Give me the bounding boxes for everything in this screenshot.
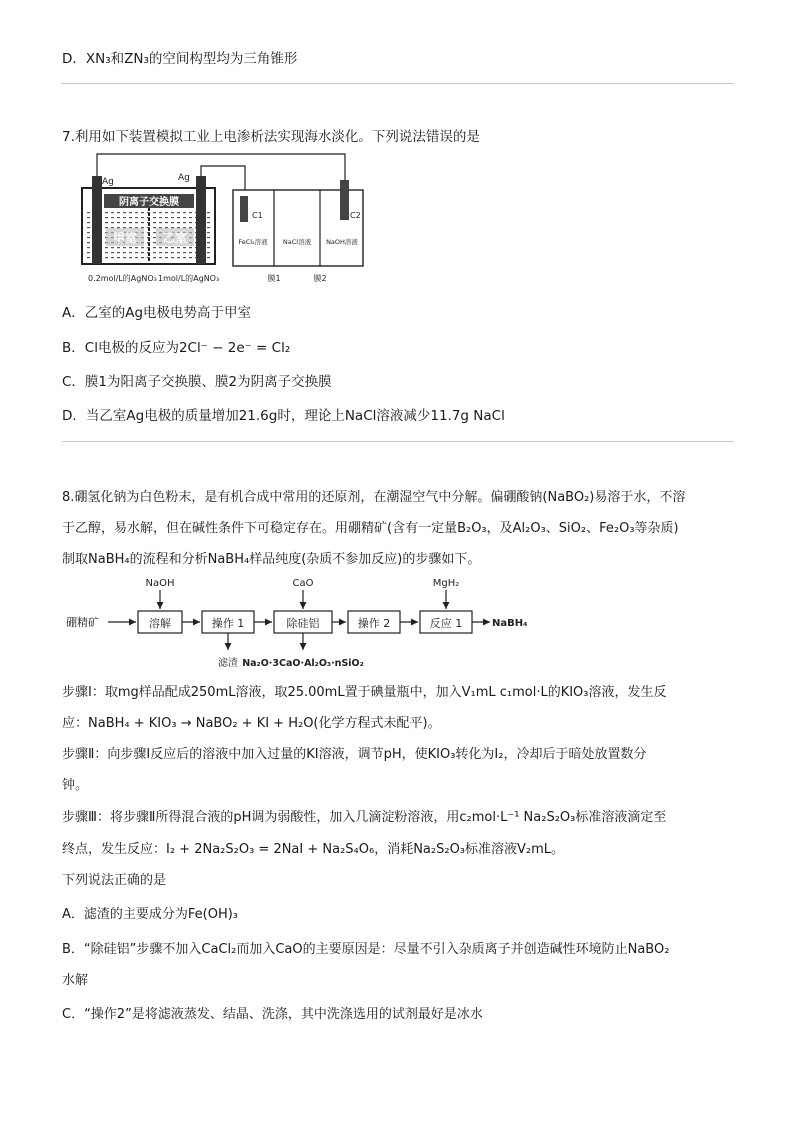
q8-option-a[interactable]: A．滤渣的主要成分为Fe(OH)₃: [62, 907, 239, 922]
cell1-label: FeCl₂溶液: [238, 238, 268, 246]
mem2-label: 膜2: [313, 274, 327, 283]
room-a-label: 甲室: [112, 231, 138, 245]
flow-out-precipitate: Na₂O·3CaO·Al₂O₃·nSiO₂: [242, 658, 364, 669]
process-flowchart: [66, 574, 546, 670]
q8-step3-line2: 终点，发生反应：I₂ + 2Na₂S₂O₃ = 2NaI + Na₂S₄O₆，消耗Na₂S₂O₃标准溶液V₂mL。: [62, 842, 565, 857]
electrodialysis-figure: [80, 150, 380, 290]
q8-stem-line1: 8.硼氢化钠为白色粉末，是有机合成中常用的还原剂，在潮湿空气中分解。偏硼酸钠(NaBO₂)易溶于水，不溶: [62, 490, 686, 505]
q7-stem: 7.利用如下装置模拟工业上电渗析法实现海水淡化。下列说法错误的是: [62, 129, 480, 145]
q7-option-d[interactable]: D．当乙室Ag电极的质量增加21.6g时，理论上NaCl溶液减少11.7g NaCl: [62, 408, 505, 424]
flow-out-residue: 滤渣: [218, 658, 238, 669]
flow-box-op2-label: 操作 2: [357, 617, 391, 630]
q7-option-b[interactable]: B．Cl电极的反应为2Cl⁻ − 2e⁻ = Cl₂: [62, 340, 291, 356]
mem1-label: 膜1: [267, 274, 281, 283]
q8-step2-line2: 钟。: [62, 778, 89, 793]
flow-in-naoh: NaOH: [145, 578, 175, 589]
flow-box-react1-label: 反应 1: [429, 617, 463, 630]
q8-stem-line2: 于乙醇，易水解，但在碱性条件下可稳定存在。用硼精矿(含有一定量B₂O₃，及Al₂O₃、SiO₂、Fe₂O₃等杂质): [62, 521, 679, 536]
q8-stem-line3: 制取NaBH₄的流程和分析NaBH₄样品纯度(杂质不参加反应)的步骤如下。: [62, 552, 481, 567]
flow-in-mgh2: MgH₂: [432, 578, 460, 589]
wire-right: [205, 154, 345, 180]
membrane-label: 阴离子交换膜: [119, 197, 179, 208]
q7-option-c[interactable]: C．膜1为阳离子交换膜、膜2为阴离子交换膜: [62, 374, 332, 390]
cell2-label: NaCl溶液: [282, 238, 312, 246]
cell3-label: NaOH溶液: [326, 238, 358, 246]
q8-option-b-line1[interactable]: B．“除硅铝”步骤不加入CaCl₂而加入CaO的主要原因是：尽量不引入杂质离子并创造碱性环境防止NaBO₂: [62, 942, 670, 957]
flow-box-dissolve-label: 溶解: [149, 617, 171, 630]
c1-label: C1: [252, 211, 263, 220]
q8-option-c[interactable]: C．“操作2”是将滤液蒸发、结晶、洗涤，其中洗涤选用的试剂最好是冰水: [62, 1007, 483, 1022]
flow-in-cao: CaO: [292, 578, 314, 589]
room-b-label: 乙室: [162, 231, 188, 245]
q8-step1-line1: 步骤Ⅰ：取mg样品配成250mL溶液，取25.00mL置于碘量瓶中，加入V₁mL c₁mol·L的KIO₃溶液，发生反: [62, 685, 667, 700]
flow-product: NaBH₄: [492, 618, 528, 629]
q8-step1-line2: 应：NaBH₄ + KIO₃ → NaBO₂ + KI + H₂O(化学方程式未配平)。: [62, 716, 441, 731]
ag-electrode-left: [92, 176, 102, 264]
c2-label: C2: [350, 211, 361, 220]
q8-step3-line1: 步骤Ⅲ：将步骤Ⅱ所得混合液的pH调为弱酸性，加入几滴淀粉溶液，用c₂mol·L⁻¹ Na₂S₂O₃标准溶液滴定至: [62, 810, 667, 825]
ag-electrode-right: [196, 176, 206, 264]
c1-electrode: [240, 196, 248, 222]
ag-right-label: Ag: [178, 173, 190, 183]
q8-option-b-line2: 水解: [62, 973, 89, 988]
flow-start: 硼精矿: [66, 616, 99, 629]
q8-step2-line1: 步骤Ⅱ：向步骤Ⅰ反应后的溶液中加入过量的KI溶液，调节pH，使KIO₃转化为I₂，冷却后于暗处放置数分: [62, 747, 647, 762]
ag-left-label: Ag: [102, 177, 114, 187]
q6-option-d: D．XN₃和ZN₃的空间构型均为三角锥形: [62, 51, 298, 67]
flow-box-op1-label: 操作 1: [211, 617, 245, 630]
sol-a-label: 0.2mol/L的AgNO₃: [88, 274, 157, 283]
sol-b-label: 1mol/L的AgNO₃: [158, 274, 220, 283]
q8-question: 下列说法正确的是: [62, 873, 167, 888]
q7-option-a[interactable]: A．乙室的Ag电极电势高于甲室: [62, 305, 252, 321]
divider: [62, 83, 734, 84]
divider: [62, 441, 734, 442]
c2-electrode: [340, 180, 349, 220]
flow-box-desilica-label: 除硅铝: [286, 617, 320, 630]
